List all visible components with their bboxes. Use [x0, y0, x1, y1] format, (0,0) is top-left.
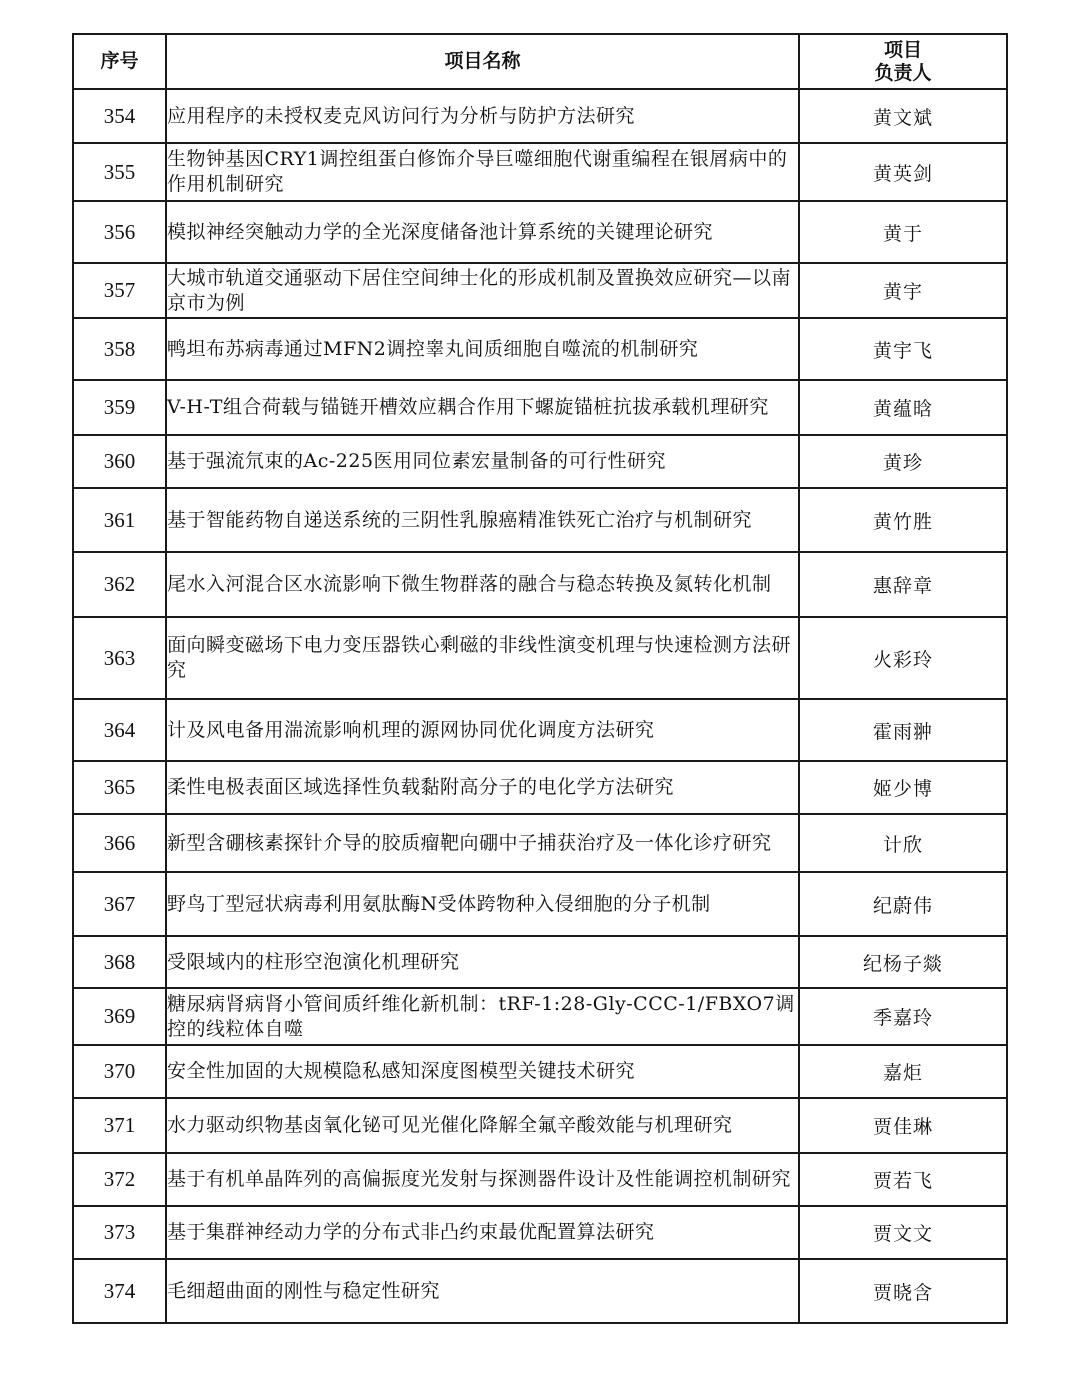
- row-number: 374: [73, 1259, 166, 1323]
- project-table: [72, 33, 1008, 1324]
- row-project-lead: 惠辞章: [799, 552, 1007, 617]
- row-number: 371: [73, 1098, 166, 1153]
- header-lead-line1: 项目: [883, 38, 922, 61]
- table-row: [73, 318, 1007, 380]
- row-number: 355: [73, 143, 166, 201]
- row-project-lead: 纪杨子燚: [799, 936, 1007, 988]
- row-project-lead: 火彩玲: [799, 617, 1007, 699]
- row-project-name: 基于智能药物自递送系统的三阴性乳腺癌精准铁死亡治疗与机制研究: [166, 488, 799, 552]
- table-row: [73, 435, 1007, 488]
- row-number: 357: [73, 263, 166, 318]
- row-project-lead: 黄竹胜: [799, 488, 1007, 552]
- row-project-lead: 黄宇: [799, 263, 1007, 318]
- row-project-lead: 黄宇飞: [799, 318, 1007, 380]
- row-project-lead: 贾晓含: [799, 1259, 1007, 1323]
- table-row: [73, 1259, 1007, 1323]
- row-project-name: 柔性电极表面区域选择性负载黏附高分子的电化学方法研究: [166, 761, 799, 814]
- table-row: [73, 89, 1007, 143]
- header-project-name: 项目名称: [166, 34, 799, 89]
- row-project-name: 生物钟基因CRY1调控组蛋白修饰介导巨噬细胞代谢重编程在银屑病中的作用机制研究: [166, 143, 799, 201]
- row-number: 356: [73, 201, 166, 263]
- row-project-name: 计及风电备用湍流影响机理的源网协同优化调度方法研究: [166, 699, 799, 761]
- table-row: [73, 1206, 1007, 1259]
- row-number: 366: [73, 814, 166, 872]
- row-project-name: 新型含硼核素探针介导的胶质瘤靶向硼中子捕获治疗及一体化诊疗研究: [166, 814, 799, 872]
- row-project-lead: 计欣: [799, 814, 1007, 872]
- table-row: [73, 143, 1007, 201]
- row-project-lead: 黄蕴晗: [799, 380, 1007, 435]
- table-row: [73, 1153, 1007, 1206]
- row-project-lead: 季嘉玲: [799, 988, 1007, 1045]
- row-number: 369: [73, 988, 166, 1045]
- row-project-name: 毛细超曲面的刚性与稳定性研究: [166, 1259, 799, 1323]
- header-lead-line2: 负责人: [874, 61, 932, 84]
- row-number: 354: [73, 89, 166, 143]
- row-project-name: 面向瞬变磁场下电力变压器铁心剩磁的非线性演变机理与快速检测方法研究: [166, 617, 799, 699]
- row-project-name: 模拟神经突触动力学的全光深度储备池计算系统的关键理论研究: [166, 201, 799, 263]
- row-project-name: 糖尿病肾病肾小管间质纤维化新机制：tRF-1:28-Gly-CCC-1/FBXO7调控的线粒体自噬: [166, 988, 799, 1045]
- table-row: [73, 201, 1007, 263]
- table-row: [73, 1045, 1007, 1098]
- table-row: [73, 263, 1007, 318]
- row-number: 358: [73, 318, 166, 380]
- row-project-lead: 霍雨翀: [799, 699, 1007, 761]
- table-row: [73, 552, 1007, 617]
- table-row: [73, 761, 1007, 814]
- table-row: [73, 699, 1007, 761]
- row-project-name: 野鸟丁型冠状病毒利用氨肽酶N受体跨物种入侵细胞的分子机制: [166, 872, 799, 936]
- table-row: [73, 488, 1007, 552]
- row-project-name: 尾水入河混合区水流影响下微生物群落的融合与稳态转换及氮转化机制: [166, 552, 799, 617]
- table-row: [73, 814, 1007, 872]
- row-number: 368: [73, 936, 166, 988]
- row-project-name: 水力驱动织物基卤氧化铋可见光催化降解全氟辛酸效能与机理研究: [166, 1098, 799, 1153]
- row-project-name: 基于集群神经动力学的分布式非凸约束最优配置算法研究: [166, 1206, 799, 1259]
- table-row: [73, 936, 1007, 988]
- row-number: 359: [73, 380, 166, 435]
- row-project-lead: 黄英剑: [799, 143, 1007, 201]
- table-row: [73, 1098, 1007, 1153]
- row-project-name: 安全性加固的大规模隐私感知深度图模型关键技术研究: [166, 1045, 799, 1098]
- row-project-name: 应用程序的未授权麦克风访问行为分析与防护方法研究: [166, 89, 799, 143]
- row-project-lead: 贾文文: [799, 1206, 1007, 1259]
- row-project-lead: 黄文斌: [799, 89, 1007, 143]
- row-number: 370: [73, 1045, 166, 1098]
- table-row: [73, 872, 1007, 936]
- table-header-row: [73, 34, 1007, 89]
- row-project-lead: 黄珍: [799, 435, 1007, 488]
- table-body: [73, 89, 1007, 1323]
- row-project-name: 鸭坦布苏病毒通过MFN2调控睾丸间质细胞自噬流的机制研究: [166, 318, 799, 380]
- row-project-lead: 姬少博: [799, 761, 1007, 814]
- row-project-lead: 贾若飞: [799, 1153, 1007, 1206]
- row-project-name: V-H-T组合荷载与锚链开槽效应耦合作用下螺旋锚桩抗拔承载机理研究: [166, 380, 799, 435]
- row-number: 364: [73, 699, 166, 761]
- row-number: 360: [73, 435, 166, 488]
- row-project-name: 基于强流氘束的Ac-225医用同位素宏量制备的可行性研究: [166, 435, 799, 488]
- header-number: 序号: [73, 34, 166, 89]
- row-number: 363: [73, 617, 166, 699]
- row-number: 362: [73, 552, 166, 617]
- row-project-lead: 贾佳琳: [799, 1098, 1007, 1153]
- row-number: 365: [73, 761, 166, 814]
- row-number: 361: [73, 488, 166, 552]
- row-project-lead: 纪蔚伟: [799, 872, 1007, 936]
- row-number: 372: [73, 1153, 166, 1206]
- header-project-lead: [799, 34, 1007, 89]
- row-project-name: 基于有机单晶阵列的高偏振度光发射与探测器件设计及性能调控机制研究: [166, 1153, 799, 1206]
- row-project-name: 大城市轨道交通驱动下居住空间绅士化的形成机制及置换效应研究—以南京市为例: [166, 263, 799, 318]
- row-number: 367: [73, 872, 166, 936]
- row-project-lead: 黄于: [799, 201, 1007, 263]
- table-row: [73, 380, 1007, 435]
- row-project-lead: 嘉炬: [799, 1045, 1007, 1098]
- table-row: [73, 988, 1007, 1045]
- table-row: [73, 617, 1007, 699]
- row-number: 373: [73, 1206, 166, 1259]
- row-project-name: 受限域内的柱形空泡演化机理研究: [166, 936, 799, 988]
